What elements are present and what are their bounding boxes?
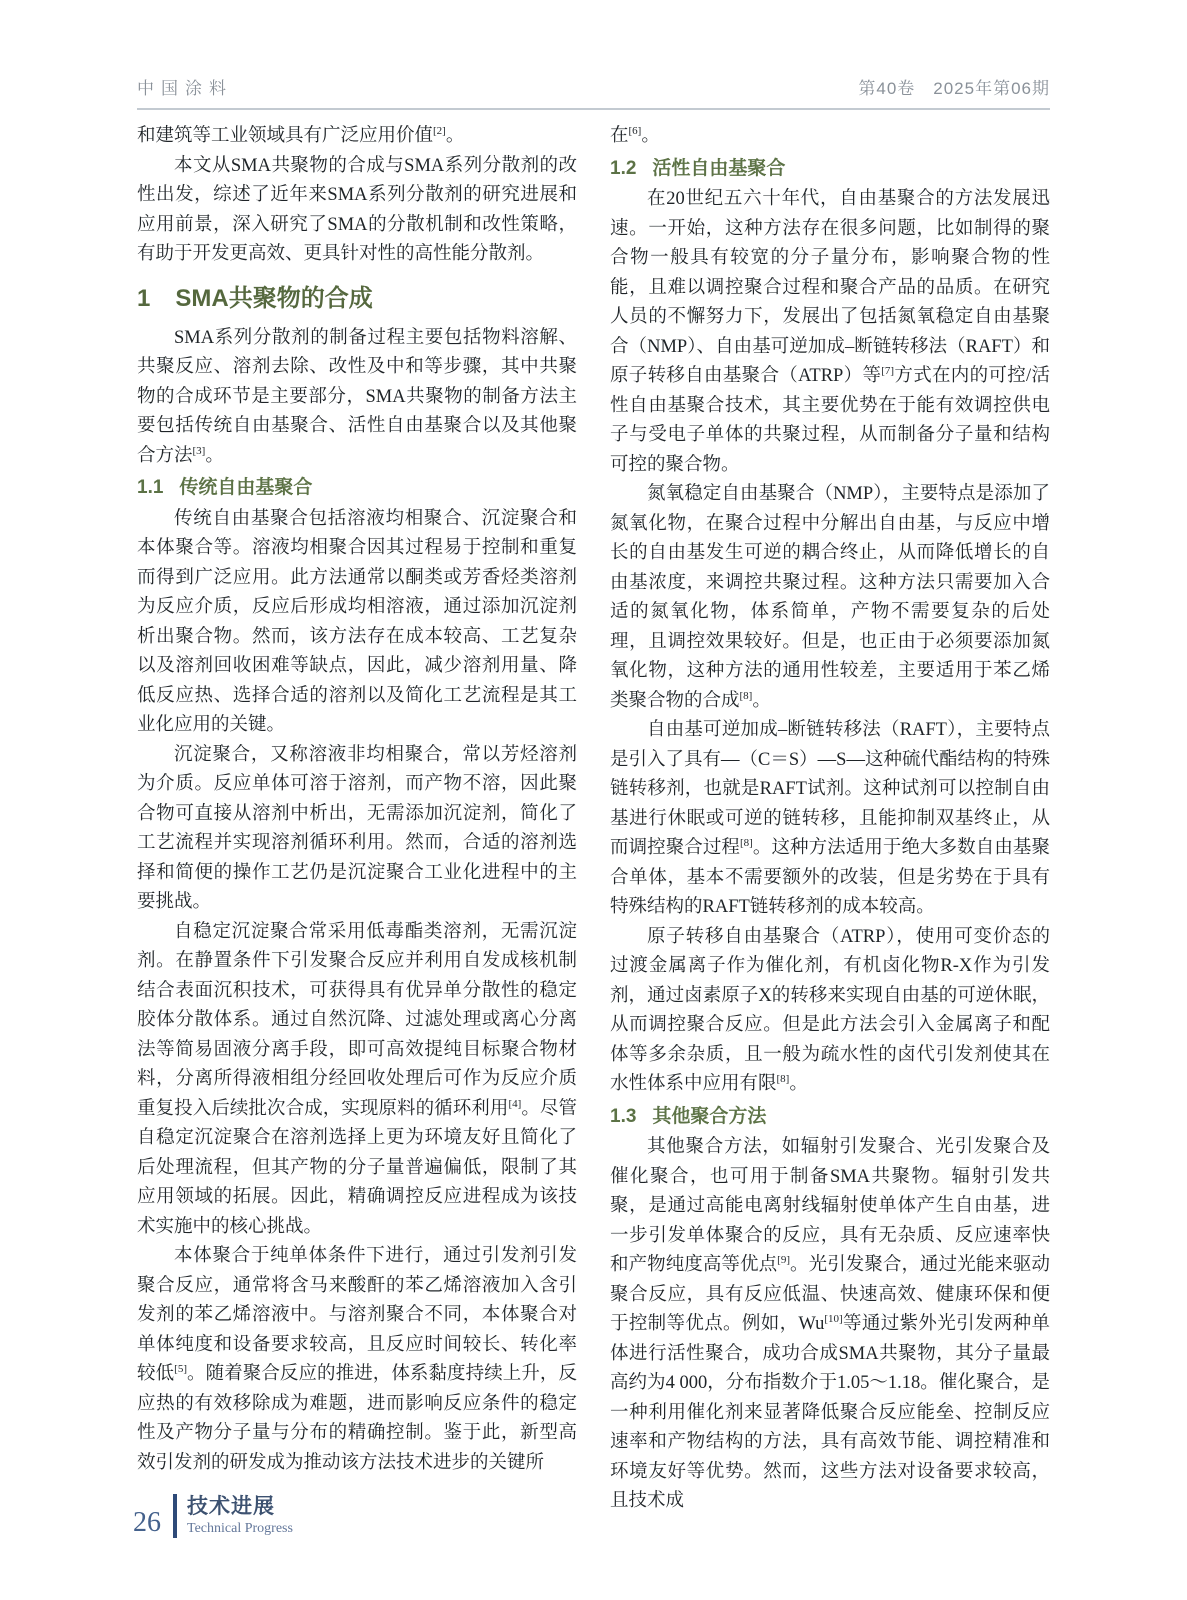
reference-superscript: [5] bbox=[174, 1362, 187, 1375]
reference-superscript: [8] bbox=[740, 836, 753, 849]
paragraph: 在[6]。 bbox=[610, 124, 660, 146]
section-title: 其他聚合方法 bbox=[652, 1105, 767, 1127]
paragraph: 本体聚合于纯单体条件下进行，通过引发剂引发聚合反应，通常将含马来酸酐的苯乙烯溶液加入含引发剂的苯乙烯溶液中。与溶剂聚合不同，本体聚合对单体纯度和设备要求较高，且反应时间较长、转化率较低[5]。随着聚合反应的推进，体系黏度持续上升，反应热的有效移除成为难题，进而影响反应条件的稳定性及产物分子量与分布的精确控制。鉴于此，新型高效引发剂的研发成为推动该方法技术进步的关键所 bbox=[137, 1246, 577, 1473]
paragraph: 自由基可逆加成–断链转移法（RAFT），主要特点是引入了具有—（C＝S）—S—这种硫代酯结构的特殊链转移剂，也就是RAFT试剂。这种试剂可以控制自由基进行休眠或可逆的链转移，且能抑制双基终止，从而调控聚合过程[8]。这种方法适用于绝大多数自由基聚合单体，基本不需要额外的改装，但是劣势在于具有特殊结构的RAFT链转移剂的成本较高。 bbox=[610, 720, 1050, 917]
page-number: 26 bbox=[133, 1507, 161, 1538]
section-title: SMA共聚物的合成 bbox=[175, 284, 373, 312]
article-body bbox=[137, 122, 1050, 1517]
paragraph: 和建筑等工业领域具有广泛应用价值[2]。 bbox=[137, 124, 465, 146]
paragraph: 传统自由基聚合包括溶液均相聚合、沉淀聚合和本体聚合等。溶液均相聚合因其过程易于控制和重复而得到广泛应用。此方法通常以酮类或芳香烃类溶剂为反应介质，反应后形成均相溶液，通过添加沉淀剂析出聚合物。然而，该方法存在成本较高、工艺复杂以及溶剂回收困难等缺点，因此，减少溶剂用量、降低反应热、选择合适的溶剂以及简化工艺流程是其工业化应用的关键。 bbox=[137, 508, 577, 735]
section-heading-1.3 bbox=[610, 1102, 1050, 1132]
section-number: 1 bbox=[137, 284, 151, 312]
paragraph: 在20世纪五六十年代，自由基聚合的方法发展迅速。一开始，这种方法存在很多问题，比如制得的聚合物一般具有较宽的分子量分布，影响聚合物的性能，且难以调控聚合过程和聚合产品的品质。在研究人员的不懈努力下，发展出了包括氮氧稳定自由基聚合（NMP）、自由基可逆加成–断链转移法（RAFT）和原子转移自由基聚合（ATRP）等[7]方式在内的可控/活性自由基聚合技术，其主要优势在于能有效调控供电子与受电子单体的共聚过程，从而制备分子量和结构可控的聚合物。 bbox=[610, 189, 1050, 475]
section-title-en: Technical Progress bbox=[187, 1521, 293, 1536]
paragraph: 沉淀聚合，又称溶液非均相聚合，常以芳烃溶剂为介质。反应单体可溶于溶剂，而产物不溶，因此聚合物可直接从溶剂中析出，无需添加沉淀剂，简化了工艺流程并实现溶剂循环利用。然而，合适的溶剂选择和简便的操作工艺仍是沉淀聚合工业化进程中的主要挑战。 bbox=[137, 744, 577, 912]
issue-info: 第40卷 2025年第06期 bbox=[858, 79, 1050, 98]
footer-section-titles bbox=[187, 1494, 293, 1538]
paragraph: 其他聚合方法，如辐射引发聚合、光引发聚合及催化聚合，也可用于制备SMA共聚物。辐射引发共聚，是通过高能电离射线辐射使单体产生自由基，进一步引发单体聚合的反应，具有无杂质、反应速率快和产物纯度高等优点[9]。光引发聚合，通过光能来驱动聚合反应，具有反应低温、快速高效、健康环保和便于控制等优点。例如，Wu[10]等通过紫外光引发两种单体进行活性聚合，成功合成SMA共聚物，其分子量最高约为4 000，分布指数介于1.05～1.18。催化聚合，是一种利用催化剂来显著降低聚合反应能垒、控制反应速率和产物结构的方法，具有高效节能、调控精准和环境友好等优势。然而，这些方法对设备要求较高，且技术成 bbox=[610, 1137, 1050, 1511]
reference-superscript: [2] bbox=[433, 124, 446, 137]
section-heading-1 bbox=[137, 284, 577, 314]
section-title: 活性自由基聚合 bbox=[652, 157, 786, 179]
paragraph: 原子转移自由基聚合（ATRP），使用可变价态的过渡金属离子作为催化剂，有机卤化物R-X作为引发剂，通过卤素原子X的转移来实现自由基的可逆休眠，从而调控聚合反应。但是此方法会引入金属离子和配体等多余杂质，且一般为疏水性的卤代引发剂使其在水性体系中应用有限[8]。 bbox=[610, 926, 1050, 1094]
footer-divider-bar bbox=[173, 1494, 177, 1538]
page-footer bbox=[133, 1494, 293, 1538]
paragraph: 自稳定沉淀聚合常采用低毒酯类溶剂，无需沉淀剂。在静置条件下引发聚合反应并利用自发成核机制结合表面沉积技术，可获得具有优异单分散性的稳定胶体分散体系。通过自然沉降、过滤处理或离心分离法等简易固液分离手段，即可高效提纯目标聚合物材料，分离所得液相组分经回收处理后可作为反应介质重复投入后续批次合成，实现原料的循环利用[4]。尽管自稳定沉淀聚合在溶剂选择上更为环境友好且简化了后处理流程，但其产物的分子量普遍偏低，限制了其应用领域的拓展。因此，精确调控反应进程成为该技术实施中的核心挑战。 bbox=[137, 921, 577, 1237]
running-head bbox=[137, 74, 1050, 110]
section-title-cn: 技术进展 bbox=[187, 1495, 275, 1518]
section-number: 1.2 bbox=[610, 157, 637, 179]
journal-name: 中国涂料 bbox=[137, 79, 233, 98]
section-number: 1.1 bbox=[137, 477, 164, 498]
reference-superscript: [7] bbox=[881, 364, 895, 377]
reference-superscript: [8] bbox=[776, 1072, 790, 1085]
section-heading-1.2 bbox=[610, 154, 1050, 184]
section-heading-1.1 bbox=[137, 473, 577, 503]
reference-superscript: [6] bbox=[628, 124, 642, 137]
section-title: 传统自由基聚合 bbox=[179, 477, 313, 498]
reference-superscript: [10] bbox=[824, 1312, 843, 1325]
right-column bbox=[610, 122, 1050, 1517]
paragraph: SMA系列分散剂的制备过程主要包括物料溶解、共聚反应、溶剂去除、改性及中和等步骤，其中共聚物的合成环节是主要部分，SMA共聚物的制备方法主要包括传统自由基聚合、活性自由基聚合以及其他聚合方法[3]。 bbox=[137, 327, 577, 466]
paragraph: 本文从SMA共聚物的合成与SMA系列分散剂的改性出发，综述了近年来SMA系列分散剂的研究进展和应用前景，深入研究了SMA的分散机制和改性策略，有助于开发更高效、更具针对性的高性能分散剂。 bbox=[137, 155, 577, 264]
reference-superscript: [4] bbox=[508, 1097, 522, 1110]
section-number: 1.3 bbox=[610, 1105, 637, 1127]
left-column bbox=[137, 122, 577, 1517]
reference-superscript: [9] bbox=[777, 1253, 790, 1266]
reference-superscript: [8] bbox=[739, 689, 753, 702]
paragraph: 氮氧稳定自由基聚合（NMP），主要特点是添加了氮氧化物，在聚合过程中分解出自由基，与反应中增长的自由基发生可逆的耦合终止，从而降低增长的自由基浓度，来调控共聚过程。这种方法只需要加入合适的氮氧化物，体系简单，产物不需要复杂的后处理，且调控效果较好。但是，也正由于必须要添加氮氧化物，这种方法的通用性较差，主要适用于苯乙烯类聚合物的合成[8]。 bbox=[610, 484, 1050, 711]
reference-superscript: [3] bbox=[192, 444, 206, 457]
